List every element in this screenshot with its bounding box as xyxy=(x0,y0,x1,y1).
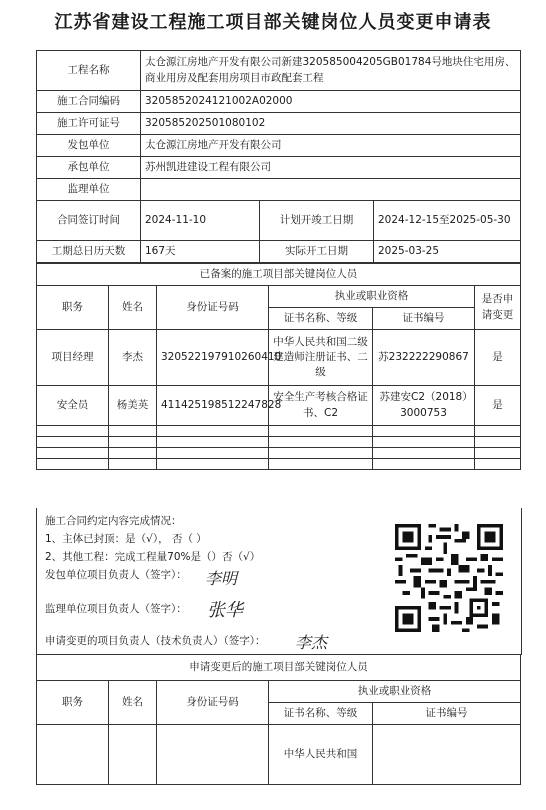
sign-date-label: 合同签订时间 xyxy=(37,201,141,241)
row-cert-no: 苏232222290867 xyxy=(373,330,475,386)
col-name: 姓名 xyxy=(109,286,157,330)
new-col-id: 身份证号码 xyxy=(157,681,269,725)
project-name-label: 工程名称 xyxy=(37,51,141,91)
completion-heading: 施工合同约定内容完成情况： xyxy=(45,515,182,527)
col-cert-no: 证书编号 xyxy=(373,308,475,330)
contractor-value: 太仓源江房地产开发有限公司 xyxy=(141,135,521,157)
actual-start-label: 实际开工日期 xyxy=(260,241,374,263)
contract-no-value: 3205852024121002A02000 xyxy=(141,91,521,113)
actual-start-value: 2025-03-25 xyxy=(374,241,521,263)
col-id: 身份证号码 xyxy=(157,286,269,330)
duration-label: 工期总日历天数 xyxy=(37,241,141,263)
form-title: 江苏省建设工程施工项目部关键岗位人员变更申请表 xyxy=(54,12,492,33)
completion-item-1: 1、主体已封顶：是（√）， 否（ ） xyxy=(45,533,207,545)
new-row-cert-name: 中华人民共和国 xyxy=(269,725,373,785)
row-id: 320522197910260410 xyxy=(157,330,269,386)
supervisor-sign-label: 监理单位项目负责人（签字）： xyxy=(45,603,187,615)
client-signature: 李明 xyxy=(205,569,238,588)
completion-item-2: 2、其他工程：完成工程量70%是（）否（√） xyxy=(45,551,261,563)
row-id: 411425198512247828 xyxy=(157,386,269,426)
supervisor-value xyxy=(141,179,521,201)
new-col-qualification: 执业或职业资格 xyxy=(269,681,521,703)
row-cert-no: 苏建安C2（2018）3000753 xyxy=(373,386,475,426)
row-role: 安全员 xyxy=(37,386,109,426)
row-change: 是 xyxy=(475,386,521,426)
filed-personnel-table xyxy=(36,263,521,470)
new-col-cert-name: 证书名称、等级 xyxy=(269,703,373,725)
row-name: 李杰 xyxy=(109,330,157,386)
client-sign-label: 发包单位项目负责人（签字）： xyxy=(45,569,187,581)
project-name-value: 太仓源江房地产开发有限公司新建320585004205GB01784号地块住宅用房、商业用房及配套用房项目市政配套工程 xyxy=(141,51,521,91)
row-cert-name: 安全生产考核合格证书、C2 xyxy=(269,386,373,426)
filed-section-heading: 已备案的施工项目部关键岗位人员 xyxy=(37,264,521,286)
contract-no-label: 施工合同编码 xyxy=(37,91,141,113)
col-role: 职务 xyxy=(37,286,109,330)
row-cert-name: 中华人民共和国二级建造师注册证书、二级 xyxy=(269,330,373,386)
builder-label: 承包单位 xyxy=(37,157,141,179)
qr-code xyxy=(395,524,503,632)
empty-row xyxy=(37,459,521,470)
table-row xyxy=(37,330,521,386)
duration-value: 167天 xyxy=(141,241,260,263)
col-qualification: 执业或职业资格 xyxy=(269,286,475,308)
new-col-cert-no: 证书编号 xyxy=(373,703,521,725)
contractor-label: 发包单位 xyxy=(37,135,141,157)
plan-date-label: 计划开竣工日期 xyxy=(260,201,374,241)
row-role: 项目经理 xyxy=(37,330,109,386)
col-cert-name: 证书名称、等级 xyxy=(269,308,373,330)
row-name: 杨美英 xyxy=(109,386,157,426)
sign-date-value: 2024-11-10 xyxy=(141,201,260,241)
permit-no-label: 施工许可证号 xyxy=(37,113,141,135)
new-personnel-table xyxy=(36,654,521,785)
applicant-sign-label: 申请变更的项目负责人（技术负责人）（签字）： xyxy=(45,635,266,647)
empty-row xyxy=(37,437,521,448)
permit-no-value: 320585202501080102 xyxy=(141,113,521,135)
new-col-role: 职务 xyxy=(37,681,109,725)
col-change: 是否申请变更 xyxy=(475,286,521,330)
completion-section xyxy=(36,508,522,655)
applicant-signature: 李杰 xyxy=(295,633,328,652)
new-col-name: 姓名 xyxy=(109,681,157,725)
empty-row xyxy=(37,448,521,459)
table-row xyxy=(37,725,521,785)
empty-row xyxy=(37,426,521,437)
plan-date-value: 2024-12-15至2025-05-30 xyxy=(374,201,521,241)
row-change: 是 xyxy=(475,330,521,386)
supervisor-label: 监理单位 xyxy=(37,179,141,201)
supervisor-signature: 张华 xyxy=(207,600,243,621)
project-info-table xyxy=(36,50,521,263)
builder-value: 苏州凯进建设工程有限公司 xyxy=(141,157,521,179)
new-section-heading: 申请变更后的施工项目部关键岗位人员 xyxy=(37,655,521,681)
table-row xyxy=(37,386,521,426)
